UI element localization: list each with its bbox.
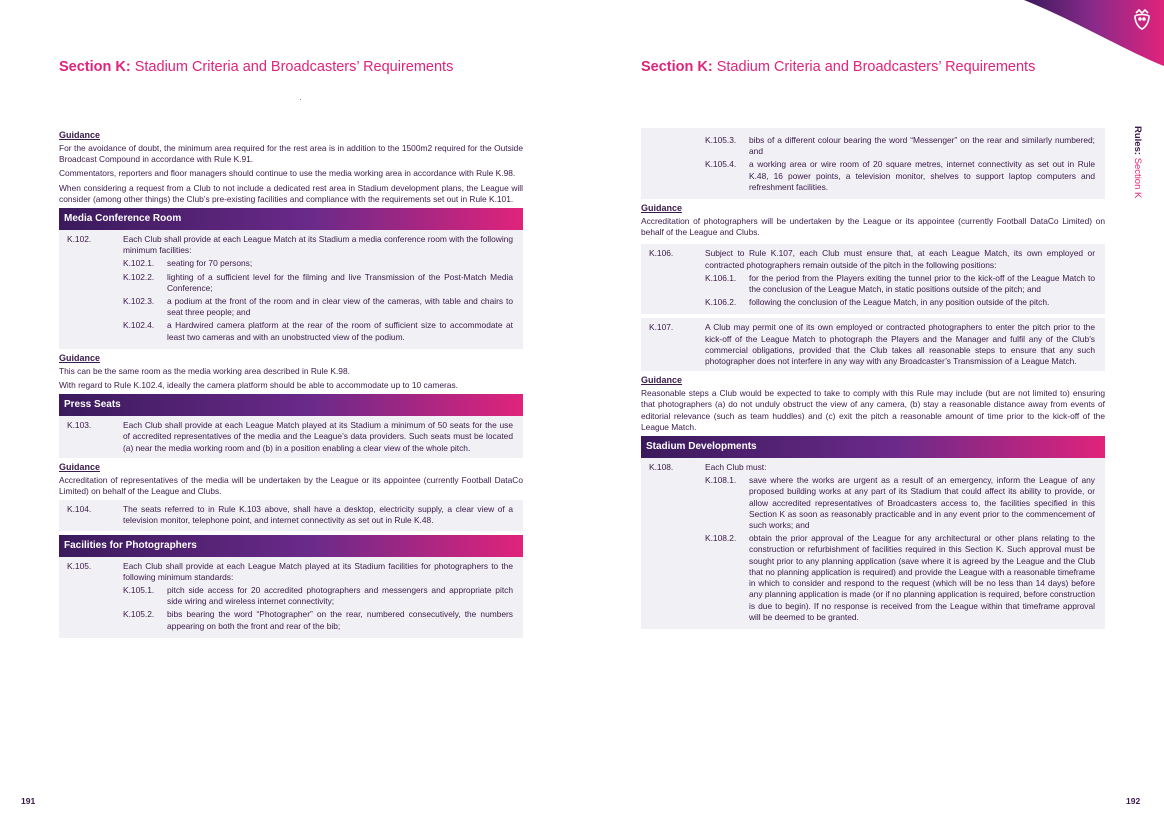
subrule-number: K.105.4. [705,159,737,170]
page-number: 192 [1126,796,1141,806]
rule-text: Each Club shall provide at each League Match played at its Stadium a minimum of 50 seats for the use of accredited representatives of the media and the League’s data providers. Such seats must be located (a) near the media working room and (b) in a position enabling a clear view of the whole pitch. [123,420,513,453]
guidance-paragraph: Commentators, reporters and floor managers should continue to use the media working area in accordance with Rule K.98. [59,168,516,179]
rule-text: A Club may permit one of its own employed or contracted photographers to enter the pitch prior to the kick-off of the League Match to photograph the Players and the Manager and fulfil any of the Club’s commercial obligations, provided that the Club takes all reasonable steps to ensure that any such photographer does not interfere in any way with any Broadcaster’s Transmission of a League Match. [705,322,1095,367]
subrule [123,272,513,294]
right-content [641,128,1105,633]
subrule-number: K.102.3. [123,296,155,307]
subrule [705,273,1095,295]
subrule-text: save where the works are urgent as a result of an emergency, inform the League of any proposed building works at any part of its Stadium that could affect its ability to provide, or allow accredited representatives of Broadcasters access to, the facilities specified in this Section K as soon as reasonably practicable and in any event prior to the commencement of such works; and [749,475,1095,531]
guidance-paragraph: Reasonable steps a Club would be expected to take to comply with this Rule may include (but are not limited to) ensuring that photographers (a) do not unduly obstruct the view of any camera, (b) stay a reasonable distance away from events of editorial relevance (such as team huddles) and (c) exit the pitch a reasonable amount of time prior to the kick-off of the League Match. [641,388,1105,432]
rule-number: K.105. [67,560,92,571]
rule-number: K.102. [67,234,92,245]
side-section-label [1129,126,1143,216]
subrule-number: K.106.2. [705,297,737,308]
stray-dot [300,99,301,100]
rule-number: K.104. [67,504,92,515]
rule-k107 [649,322,1095,367]
subrule-text: following the conclusion of the League Match, in any position outside of the pitch. [749,297,1050,308]
subrule-number: K.102.2. [123,271,155,282]
rule-box-k106 [641,244,1105,314]
subrule-text: a podium at the front of the room and in clear view of the cameras, with table and chairs to seat three people; and [167,296,513,318]
guidance-heading: Guidance [59,352,101,363]
rule-box-k107 [641,318,1105,371]
subrule-number: K.102.4. [123,320,155,331]
side-label-bold: Rules: [1132,126,1143,156]
corner-swoosh [1024,0,1164,66]
guidance-paragraph: Accreditation of photographers will be undertaken by the League or its appointee (currently Football DataCo Limited) on behalf of the League and Clubs. [641,216,1105,238]
right-page [582,0,1164,825]
subrule-text: bibs bearing the word “Photographer” on the rear, numbered consecutively, the numbers appearing on both the front and rear of the bib; [167,609,513,631]
rule-text: Each Club shall provide at each League Match at its Stadium a media conference room with the following minimum facilities: [123,234,513,256]
rule-number: K.106. [649,248,674,259]
rule-text: Each Club shall provide at each League Match played at its Stadium facilities for photographers to the following minimum standards: [123,560,513,582]
subrule-text: obtain the prior approval of the League for any architectural or other plans relating to the construction or refurbishment of facilities required in this Section K. Such approval must be sought prior to any planning application (save where it is agreed by the League and the Club that no planning application is required) and provide the League with a reasonable timeframe in which to consider and respond to the request (which will be no less than 14 days) before any planning application is made (or if no planning application is required, before construction is due to begin). If no response is received from the League within that timeframe approval will be deemed to be granted. [749,533,1095,622]
subrule [705,297,1095,308]
subrule-number: K.108.1. [705,475,737,486]
rule-box-k102 [59,230,523,349]
section-bar-press-seats: Press Seats [59,394,523,416]
rule-k104 [67,504,513,526]
left-content [59,126,523,642]
subrule [123,320,513,342]
guidance-paragraph: This can be the same room as the media working area described in Rule K.98. [59,365,350,376]
corner-decoration [1014,0,1164,70]
subrule [123,609,513,631]
section-bar-media-conference: Media Conference Room [59,208,523,230]
subrule-text: bibs of a different colour bearing the word “Messenger” on the rear and similarly numbered; and [749,135,1095,157]
rule-box-k104 [59,500,523,530]
guidance-heading: Guidance [641,203,683,214]
subrule-number: K.106.1. [705,272,737,283]
subrule-text: for the period from the Players exiting the tunnel prior to the kick-off of the League Match to the conclusion of the League Match, in static positions outside of the pitch; and [749,272,1095,295]
subrule [705,533,1095,623]
rule-box-k103 [59,416,523,458]
rule-box-k108 [641,458,1105,629]
subrule [123,585,513,607]
subrule-text: pitch side access for 20 accredited photographers and messengers and appropriate pitch side wiring and wireless internet connectivity; [167,585,513,607]
rule-text: Subject to Rule K.107, each Club must ensure that, at each League Match, its own employed or contracted photographers remain outside of the pitch in the following positions: [705,248,1095,270]
subrule-text: a working area or wire room of 20 square metres, internet connectivity as set out in Rule K.48, 16 power points, a television monitor, shelves to support laptop computers and refreshment facilities. [749,159,1095,192]
section-bar-stadium-developments: Stadium Developments [641,436,1105,458]
subrule [705,135,1095,157]
subrule-number: K.105.1. [123,585,155,596]
rule-k103 [67,420,513,454]
subrule-text: seating for 70 persons; [167,258,253,269]
page-title: Section K: Stadium Criteria and Broadcasters’ Requirements [59,59,454,75]
guidance-heading: Guidance [641,375,683,386]
rule-number: K.103. [67,420,92,431]
rule-text: The seats referred to in Rule K.103 above, shall have a desktop, electricity supply, a clear view of a television monitor, telephone point, and internet connectivity as set out in Rule K.48. [123,504,513,526]
subrule-number: K.108.2. [705,533,737,544]
rule-box-k105 [59,557,523,638]
subrule-number: K.102.1. [123,258,155,269]
section-bar-photographers: Facilities for Photographers [59,535,523,557]
subrule [705,159,1095,193]
rule-k105 [67,561,513,583]
page-number: 191 [21,796,36,806]
rule-k102 [67,234,513,256]
guidance-paragraph: Accreditation of representatives of the media will be undertaken by the League or its appointee (currently Football DataCo Limited) on behalf of the League and Clubs. [59,474,523,497]
rule-text: Each Club must: [705,462,767,473]
rule-k108 [649,462,1095,473]
subrule [123,258,513,269]
rule-number: K.108. [649,462,674,473]
rule-box-k105-cont [641,128,1105,199]
subrule-text: lighting of a sufficient level for the filming and live Transmission of the Post-Match Media Conference; [167,271,513,293]
subrule-number: K.105.3. [705,135,737,145]
subrule-text: a Hardwired camera platform at the rear of the room of sufficient size to accommodate at least two cameras and with an unobstructed view of the podium. [167,320,513,342]
page-title: Section K: Stadium Criteria and Broadcasters’ Requirements [641,59,1036,75]
subrule [705,475,1095,531]
subrule-number: K.105.2. [123,609,155,620]
guidance-heading: Guidance [59,130,101,140]
subrule [123,296,513,318]
side-label-text: Section K [1132,157,1143,199]
rule-number: K.107. [649,322,674,333]
rule-k106 [649,248,1095,270]
guidance-paragraph: For the avoidance of doubt, the minimum area required for the rest area is in addition to the 1500m2 required for the Outside Broadcast Compound in accordance with Rule K.91. [59,143,523,165]
guidance-heading: Guidance [59,461,101,472]
guidance-paragraph: With regard to Rule K.102.4, ideally the camera platform should be able to accommodate up to 10 cameras. [59,380,458,391]
guidance-paragraph: When considering a request from a Club to not include a dedicated rest area in Stadium development plans, the League will consider (among other things) the Club’s pre-existing facilities and compliance with the requirements set out in Rule K.101. [59,182,523,204]
